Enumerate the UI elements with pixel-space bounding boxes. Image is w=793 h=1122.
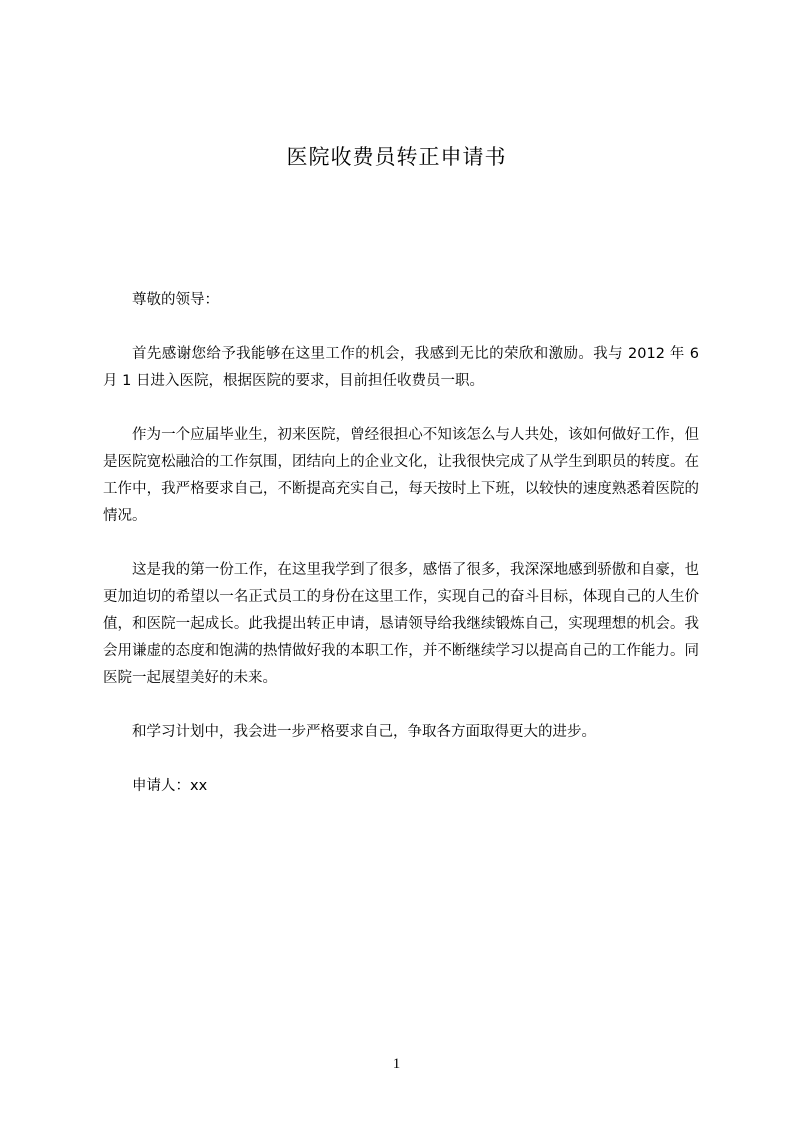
document-body: [103, 287, 699, 800]
paragraph-4: 和学习计划中，我会进一步严格要求自己，争取各方面取得更大的进步。: [132, 724, 596, 740]
salutation: 尊敬的领导：: [132, 292, 219, 308]
page-number: 1: [392, 1056, 401, 1072]
document-title: 医院收费员转正申请书: [286, 145, 507, 169]
paragraph-3: 这是我的第一份工作，在这里我学到了很多，感悟了很多，我深深地感到骄傲和自豪，也更加迫切的希望以一名正式员工的身份在这里工作，实现自己的奋斗目标，体现自己的人生价值，和医院一起成长。此我提出转正申请，恳请领导给我继续锻炼自己，实现理想的机会。我会用谦虚的态度和饱满的热情做好我的本职工作，并不断继续学习以提高自己的工作能力。同医院一起展望美好的未来。: [103, 562, 699, 686]
paragraph-1: 首先感谢您给予我能够在这里工作的机会，我感到无比的荣欣和激励。我与 2012 年 6 月 1 日进入医院，根据医院的要求，目前担任收费员一职。: [103, 346, 699, 389]
paragraph-2: 作为一个应届毕业生，初来医院，曾经很担心不知该怎么与人共处，该如何做好工作，但是医院宽松融洽的工作氛围，团结向上的企业文化，让我很快完成了从学生到职员的转度。在工作中，我严格要求自己，不断提高充实自己，每天按时上下班，以较快的速度熟悉着医院的情况。: [103, 427, 699, 524]
signature-line: 申请人：xx: [132, 778, 208, 794]
